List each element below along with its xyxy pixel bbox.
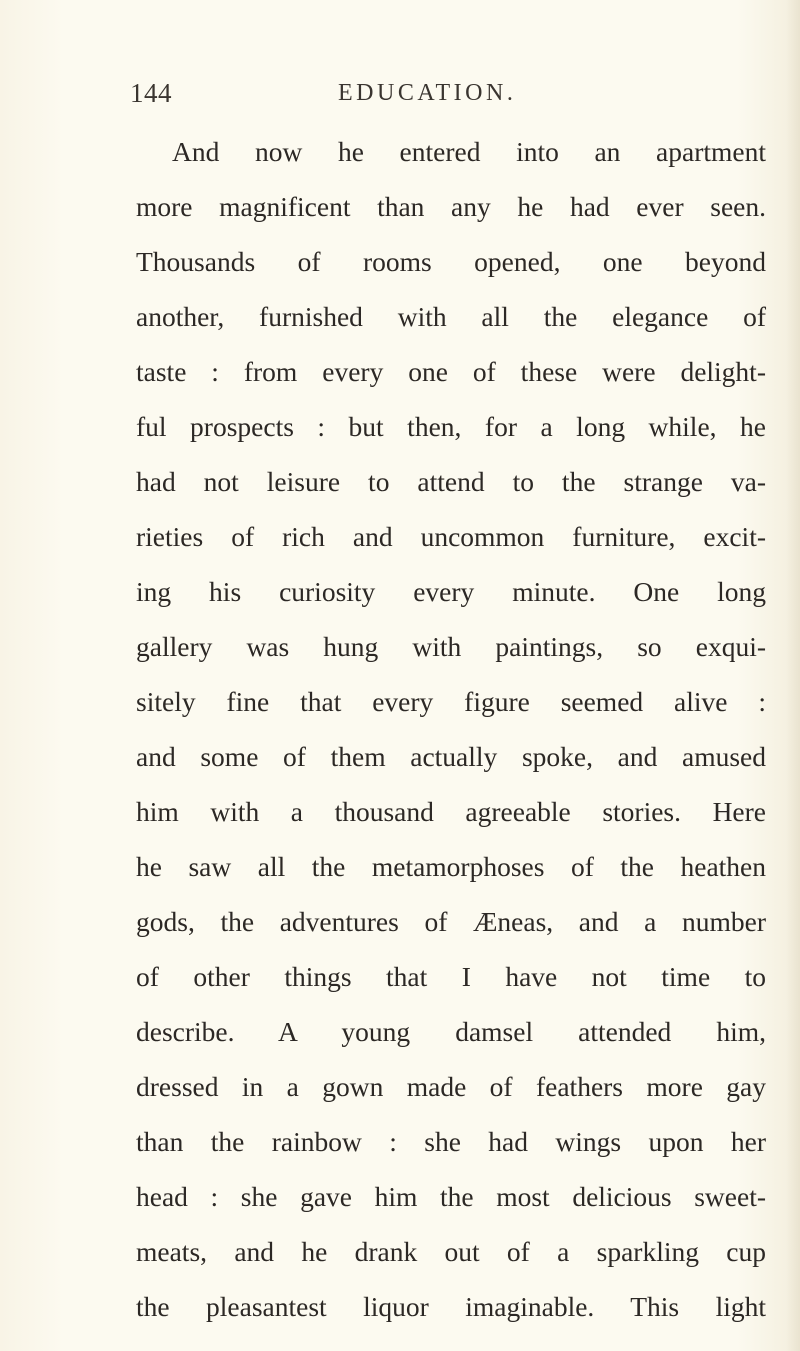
text-line: the pleasantest liquor imaginable. This light xyxy=(136,1291,766,1322)
page-header xyxy=(130,78,770,118)
text-line: describe. A young damsel attended him, xyxy=(136,1016,766,1047)
text-line: meats, and he drank out of a sparkling cup xyxy=(136,1236,766,1267)
text-line: and some of them actually spoke, and amused xyxy=(136,741,766,772)
text-line: ful prospects : but then, for a long while, he xyxy=(136,411,766,442)
text-line: had not leisure to attend to the strange va- xyxy=(136,466,766,497)
text-line: And now he entered into an apartment xyxy=(172,136,766,167)
text-line: dressed in a gown made of feathers more gay xyxy=(136,1071,766,1102)
text-line: he saw all the metamorphoses of the heathen xyxy=(136,851,766,882)
text-line: Thousands of rooms opened, one beyond xyxy=(136,246,766,277)
text-line: than the rainbow : she had wings upon her xyxy=(136,1126,766,1157)
text-line: gods, the adventures of Æneas, and a number xyxy=(136,906,766,937)
running-head: EDUCATION. xyxy=(338,80,517,106)
text-line: rieties of rich and uncommon furniture, excit- xyxy=(136,521,766,552)
text-line: him with a thousand agreeable stories. Here xyxy=(136,796,766,827)
text-line: sitely fine that every figure seemed alive : xyxy=(136,686,766,717)
page-number: 144 xyxy=(130,78,172,108)
text-line: gallery was hung with paintings, so exqui- xyxy=(136,631,766,662)
body-text xyxy=(136,124,766,1334)
text-line: taste : from every one of these were delight- xyxy=(136,356,766,387)
text-line: ing his curiosity every minute. One long xyxy=(136,576,766,607)
text-line: another, furnished with all the elegance of xyxy=(136,301,766,332)
text-line: more magnificent than any he had ever seen. xyxy=(136,191,766,222)
page-edge-shadow xyxy=(786,0,800,1351)
text-line: of other things that I have not time to xyxy=(136,961,766,992)
text-line: head : she gave him the most delicious sweet- xyxy=(136,1181,766,1212)
